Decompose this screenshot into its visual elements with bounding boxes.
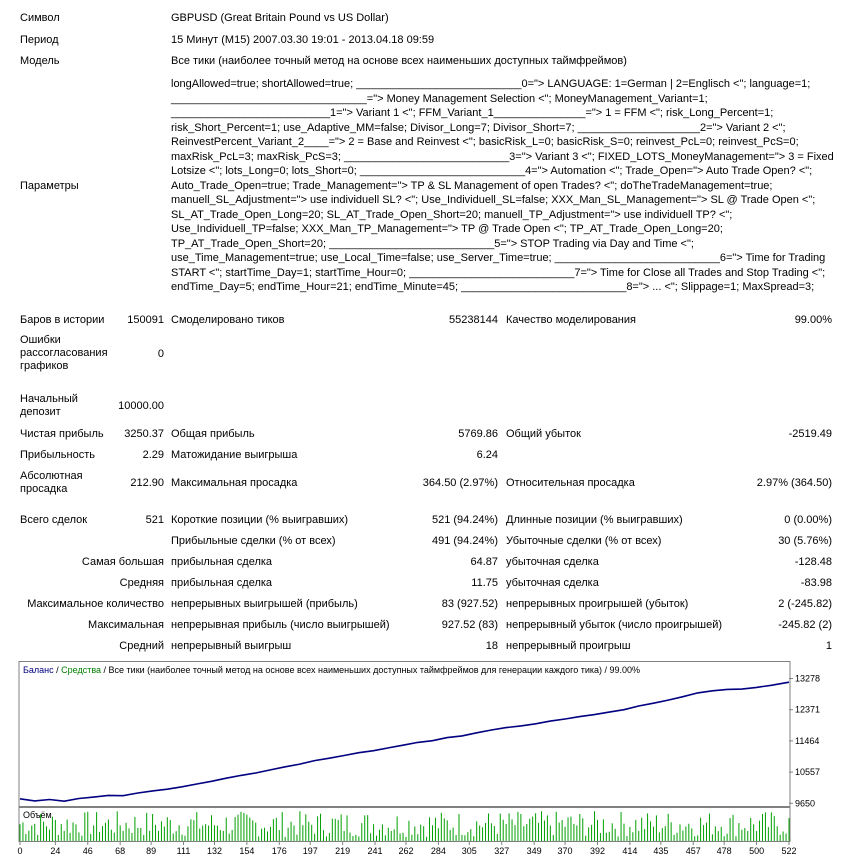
bars-label: Баров в истории — [20, 314, 105, 326]
x-tick-label: 111 — [176, 846, 191, 856]
bars-value: 150091 — [127, 314, 164, 326]
x-tick-label: 349 — [526, 846, 542, 856]
max-consecutive-profit-value: 927.52 (83) — [441, 619, 498, 631]
relative-drawdown-value: 2.97% (364.50) — [756, 477, 832, 489]
largest-profit-label: прибыльная сделка — [171, 556, 273, 568]
deposit-label: Начальный депозит — [20, 393, 78, 418]
absolute-drawdown-value: 212.90 — [130, 477, 164, 489]
x-tick-label: 414 — [622, 846, 638, 856]
x-tick-label: 262 — [398, 846, 414, 856]
x-tick-label: 241 — [367, 846, 383, 856]
net-profit-value: 3250.37 — [124, 428, 164, 440]
relative-drawdown-label: Относительная просадка — [506, 477, 635, 489]
y-tick-label: 11464 — [795, 735, 820, 746]
avg-consecutive-wins-label: непрерывный выигрыш — [171, 640, 292, 652]
gross-loss-value: -2519.49 — [788, 428, 832, 440]
max-consecutive-losses-label: непрерывных проигрышей (убыток) — [506, 598, 689, 610]
x-tick-label: 219 — [335, 846, 351, 856]
max-consecutive-losses-value: 2 (-245.82) — [778, 598, 832, 610]
profit-factor-label: Прибыльность — [20, 449, 95, 461]
total-trades-value: 521 — [145, 514, 164, 526]
symbol-label: Символ — [20, 12, 60, 24]
profit-factor-value: 2.29 — [142, 449, 164, 461]
short-positions-label: Короткие позиции (% выигравших) — [171, 514, 349, 526]
x-tick-label: 89 — [146, 846, 157, 856]
x-tick-label: 154 — [239, 846, 255, 856]
x-tick-label: 305 — [461, 846, 477, 856]
x-tick-label: 435 — [653, 846, 669, 856]
profit-trades-label: Прибыльные сделки (% от всех) — [171, 535, 336, 547]
quality-label: Качество моделирования — [506, 314, 636, 326]
gross-profit-label: Общая прибыль — [171, 428, 255, 440]
total-trades-label: Всего сделок — [20, 514, 88, 526]
mismatch-value: 0 — [157, 348, 164, 360]
x-tick-label: 284 — [430, 846, 446, 856]
loss-trades-value: 30 (5.76%) — [778, 535, 832, 547]
model-value: Все тики (наиболее точный метод на основе всех наименьших доступных таймфреймов) — [171, 55, 627, 67]
model-label: Модель — [20, 55, 60, 67]
legend-equity: Средства — [61, 665, 102, 675]
max-consecutive-wins-label: непрерывных выигрышей (прибыль) — [171, 598, 358, 610]
y-tick-label: 12371 — [795, 704, 821, 715]
average-loss-label: убыточная сделка — [506, 577, 599, 589]
x-tick-label: 176 — [271, 846, 287, 856]
loss-trades-label: Убыточные сделки (% от всех) — [506, 535, 662, 547]
avg-consecutive-losses-value: 1 — [825, 640, 832, 652]
chart-legend: Баланс / Средства / Все тики (наиболее точный метод на основе всех наименьших доступных таймфреймов для генерации каждого тика) / 99.00% — [23, 665, 641, 675]
x-tick-label: 370 — [557, 846, 573, 856]
x-tick-label: 0 — [17, 846, 23, 856]
y-tick-label: 10557 — [795, 767, 821, 778]
x-tick-label: 457 — [685, 846, 701, 856]
balance-chart — [18, 661, 848, 861]
period-label: Период — [20, 34, 59, 46]
net-profit-label: Чистая прибыль — [20, 428, 104, 440]
largest-loss-label: убыточная сделка — [506, 556, 599, 568]
max-consecutive-loss-value: -245.82 (2) — [778, 619, 832, 631]
largest-label: Самая большая — [81, 556, 164, 568]
ticks-label: Смоделировано тиков — [171, 314, 285, 326]
largest-profit-value: 64.87 — [470, 556, 498, 568]
y-tick-label: 9650 — [795, 798, 816, 809]
average-loss-value: -83.98 — [800, 577, 832, 589]
largest-loss-value: -128.48 — [794, 556, 832, 568]
max-drawdown-value: 364.50 (2.97%) — [422, 477, 498, 489]
gross-loss-label: Общий убыток — [506, 428, 581, 440]
mismatch-label: Ошибки рассогласования графиков — [20, 334, 108, 372]
x-tick-label: 500 — [749, 846, 765, 856]
average-profit-value: 11.75 — [471, 577, 498, 589]
main-plot-frame — [19, 662, 790, 807]
legend-balance: Баланс — [23, 665, 54, 675]
deposit-value: 10000.00 — [118, 400, 164, 412]
volume-label: Объём — [23, 810, 52, 820]
max-consecutive-label: Максимальное количество — [27, 598, 164, 610]
average-profit-label: прибыльная сделка — [171, 577, 273, 589]
max-drawdown-label: Максимальная просадка — [171, 477, 298, 489]
x-tick-label: 197 — [302, 846, 318, 856]
average-label: Средняя — [119, 577, 164, 589]
parameters-value: longAllowed=true; shortAllowed=true; ___________________________0="> LANGUAGE: 1=German | 2=Englisch <"; language=1; ________________________________="> Money Management Selection <"; MoneyManagement_Variant=1; __________________________1="> Variant 1 <"; FFM_Variant_1_______________="> 1 = FFM <"; risk_Long_Percent=1; risk_Short_Percent=1; use_Adaptive_MM=false; Divisor_Long=7; Divisor_Short=7; ____________________2="> Variant 2 <"; ReinvestPercent_Variant_2____="> 2 = Base and Reinvest <"; basicRisk_L=0; basicRisk_S=0; reinvest_PcL=0; reinvest_PcS=0; maxRisk_PcL=3; maxRisk_PcS=3; ___________________________3="> Variant 3 <"; FIXED_LOTS_MoneyManagement="> 3 = Fixed Lotsize <"; lots_Long=0; lots_Short=0; ___________________________4="> Automation <"; Trade_Open="> Auto Trade Open? <"; Auto_Trade_Open=true; Trade_Management="> TP & SL Management of open Trades? <"; doTheTradeManagement=true; manuell_SL_Adjustment="> use individuell SL? <"; Use_Individuell_SL=false; XXX_Man_SL_Management="> SL @ Trade Open <"; SL_AT_Trade_Open_Long=20; SL_AT_Trade_Open_Short=20; manuell_TP_Adjustment="> use individuell TP? <"; Use_Individuell_TP=false; XXX_Man_TP_Management="> TP @ Trade Open <"; TP_AT_Trade_Open_Long=20; TP_AT_Trade_Open_Short=20; ___________________________5="> STOP Trading via Day and Time <"; use_Time_Management=true; use_Local_Time=false; use_Server_Time=true; ___________________________6="> Time for Trading START <"; startTime_Day=1; startTime_Hour=0; ___________________________7="> Time for Close all Trades and Stop Trading <"; endTime_Day=5; endTime_Hour=21; endTime_Minute=45; ___________________________8="> ... <"; Slippage=1; MaxSpread=3; — [171, 78, 834, 293]
expected-payoff-value: 6.24 — [476, 449, 498, 461]
avg-consecutive-label: Средний — [119, 640, 164, 652]
profit-trades-value: 491 (94.24%) — [431, 535, 498, 547]
x-tick-label: 46 — [82, 846, 93, 856]
x-tick-label: 522 — [781, 846, 797, 856]
period-value: 15 Минут (M15) 2007.03.30 19:01 - 2013.04.18 09:59 — [171, 34, 435, 46]
x-tick-label: 327 — [494, 846, 510, 856]
short-positions-value: 521 (94.24%) — [431, 514, 498, 526]
x-tick-label: 132 — [206, 846, 222, 856]
quality-value: 99.00% — [794, 314, 832, 326]
avg-consecutive-losses-label: непрерывный проигрыш — [506, 640, 631, 652]
gross-profit-value: 5769.86 — [458, 428, 498, 440]
y-tick-label: 13278 — [795, 673, 821, 684]
x-tick-label: 24 — [50, 846, 61, 856]
avg-consecutive-wins-value: 18 — [485, 640, 498, 652]
max-consecutive-amount-label: Максимальная — [88, 619, 164, 631]
x-tick-label: 68 — [115, 846, 126, 856]
ticks-value: 55238144 — [449, 314, 498, 326]
x-tick-label: 478 — [716, 846, 732, 856]
long-positions-value: 0 (0.00%) — [784, 514, 832, 526]
parameters-label: Параметры — [20, 180, 79, 192]
max-consecutive-loss-label: непрерывный убыток (число проигрышей) — [506, 619, 723, 631]
legend-description: Все тики (наиболее точный метод на основе всех наименьших доступных таймфреймов для генерации каждого тика) / 99.00% — [108, 665, 641, 675]
max-consecutive-wins-value: 83 (927.52) — [441, 598, 498, 610]
max-consecutive-profit-label: непрерывная прибыль (число выигрышей) — [171, 619, 390, 631]
long-positions-label: Длинные позиции (% выигравших) — [506, 514, 683, 526]
expected-payoff-label: Матожидание выигрыша — [171, 449, 298, 461]
symbol-value: GBPUSD (Great Britain Pound vs US Dollar) — [171, 12, 389, 24]
absolute-drawdown-label: Абсолютная просадка — [20, 470, 83, 495]
x-tick-label: 392 — [589, 846, 606, 856]
